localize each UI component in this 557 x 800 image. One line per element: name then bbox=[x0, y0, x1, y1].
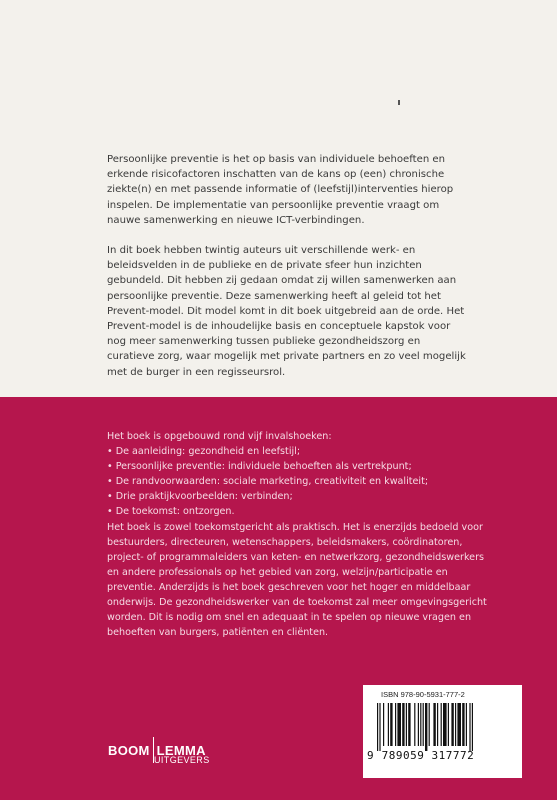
barcode-bar bbox=[388, 703, 389, 746]
barcode-bar bbox=[408, 703, 410, 746]
publisher-sub: UITGEVERS bbox=[154, 755, 210, 765]
barcode-bar bbox=[448, 703, 449, 746]
barcode-bar bbox=[397, 703, 401, 746]
print-speck bbox=[398, 100, 400, 105]
isbn-digits bbox=[367, 749, 517, 762]
publisher-logo bbox=[108, 737, 210, 765]
isbn-digit-groups: 789059 317772 bbox=[381, 749, 475, 762]
barcode-bar bbox=[377, 703, 378, 751]
barcode-bar bbox=[423, 703, 424, 746]
isbn-label: ISBN 978-90-5931-777-2 bbox=[381, 690, 465, 699]
barcode-bar bbox=[390, 703, 392, 746]
intro-paragraph-1: Persoonlijke preventie is het op basis van individuele behoeften en erkende risicofactoren inschatten van de kans op (een) chronische ziekte(n) en met passende informatie of (leefstijl)interventies hierop inspelen. De implementatie van persoonlijke preventie vraagt om nauwe samenwerking en nieuwe ICT-verbindingen. bbox=[107, 154, 454, 226]
barcode-bar bbox=[433, 703, 435, 746]
barcode-bar bbox=[451, 703, 453, 746]
barcode-bar bbox=[469, 703, 470, 751]
intro-text bbox=[107, 152, 467, 395]
barcode-bar bbox=[406, 703, 407, 746]
structure-heading: Het boek is opgebouwd rond vijf invalshoeken: bbox=[107, 431, 332, 442]
band-text bbox=[107, 429, 487, 640]
barcode-bar bbox=[420, 703, 421, 746]
barcode-bar bbox=[402, 703, 404, 746]
barcode-bar bbox=[429, 703, 430, 746]
barcode-bar bbox=[443, 703, 447, 746]
barcode-bar bbox=[437, 703, 438, 746]
barcode-bar bbox=[441, 703, 442, 746]
isbn-first-digit: 9 bbox=[367, 749, 374, 762]
structure-item: • De toekomst: ontzorgen. bbox=[107, 506, 235, 518]
structure-item: • Persoonlijke preventie: individuele behoeften als vertrekpunt; bbox=[107, 461, 412, 473]
barcode-bars bbox=[377, 703, 508, 751]
structure-item: • De aanleiding: gezondheid en leefstijl; bbox=[107, 446, 301, 458]
audience-paragraph: Het boek is zowel toekomstgericht als praktisch. Het is enerzijds bedoeld voor bestuurders, directeuren, wetenschappers, beleidsmakers, coördinatoren, project- of programmaleiders van keten- en netwerkzorg, gezondheidswerkers en andere professionals op het gebied van zorg, welzijn/participatie en preventie. Anderzijds is het boek geschreven voor het hoger en middelbaar onderwijs. De gezondheidswerker van de toekomst zal meer omgevingsgericht worden. Dit is nodig om snel en adequaat in te spelen op nieuwe vragen en behoeften van burgers, patiënten en cliënten. bbox=[107, 521, 487, 639]
magenta-band bbox=[0, 397, 557, 800]
barcode-bar bbox=[462, 703, 464, 746]
barcode-bar bbox=[457, 703, 461, 746]
barcode-bar bbox=[472, 703, 473, 751]
barcode-bar bbox=[418, 703, 419, 746]
barcode-bar bbox=[425, 703, 427, 751]
isbn-barcode bbox=[363, 685, 522, 778]
publisher-name-left: BOOM bbox=[108, 742, 150, 758]
structure-list bbox=[107, 444, 487, 519]
publisher-name-right: LEMMA bbox=[156, 742, 206, 758]
intro-paragraph-2: In dit boek hebben twintig auteurs uit verschillende werk- en beleidsvelden in de publieke en de private sfeer hun inzichten gebundeld. Dit hebben zij gedaan omdat zij willen samenwerken aan persoonlijke preventie. Deze samenwerking heeft al geleid tot het Prevent-model. Dit model komt in dit boek uitgebreid aan de orde. Het Prevent-model is de inhoudelijke basis en conceptuele kapstok voor nog meer samenwerking tussen publieke gezondheidszorg en curatieve zorg, waar mogelijk met private partners en zo veel mogelijk met de burger in een regisseursrol. bbox=[107, 245, 466, 378]
barcode-bar bbox=[466, 703, 467, 746]
barcode-bar bbox=[395, 703, 396, 746]
barcode-bar bbox=[383, 703, 384, 746]
barcode-bar bbox=[455, 703, 456, 746]
structure-item: • Drie praktijkvoorbeelden: verbinden; bbox=[107, 491, 293, 503]
barcode-bar bbox=[414, 703, 415, 746]
structure-item: • De randvoorwaarden: sociale marketing, creativiteit en kwaliteit; bbox=[107, 476, 429, 488]
barcode-bar bbox=[379, 703, 380, 751]
upper-panel bbox=[0, 0, 557, 397]
